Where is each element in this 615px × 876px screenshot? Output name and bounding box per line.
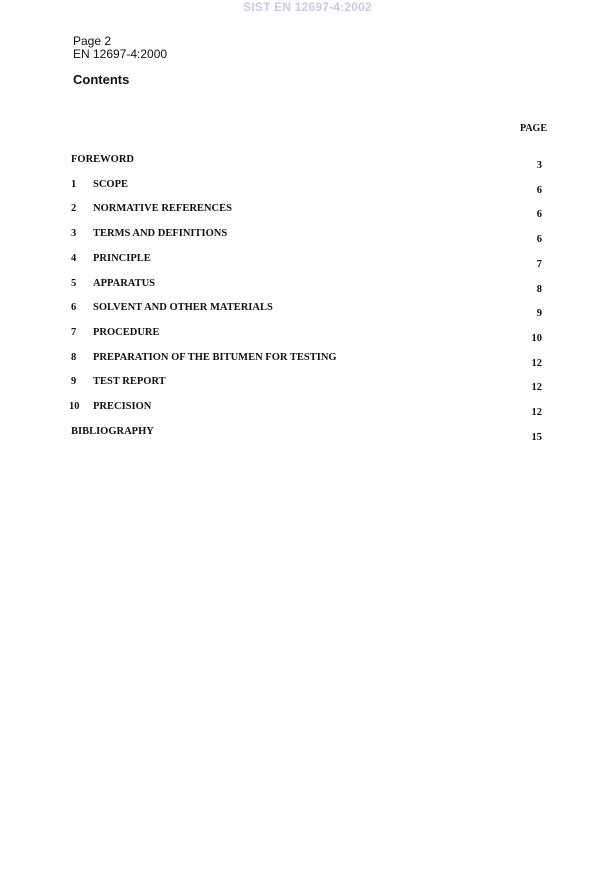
section-page: 6 — [536, 234, 542, 246]
toc-entry[interactable] — [0, 154, 615, 174]
page-column-label: PAGE — [519, 123, 547, 134]
section-number: 5 — [71, 277, 77, 289]
section-number: 10 — [69, 401, 80, 412]
section-title: PRINCIPLE — [93, 252, 151, 264]
toc-entry[interactable] — [0, 179, 615, 199]
section-page: 15 — [531, 431, 542, 443]
section-title: FOREWORD — [71, 154, 134, 165]
toc-entry[interactable] — [0, 302, 615, 322]
section-number: 7 — [71, 326, 77, 338]
section-page: 6 — [536, 209, 542, 221]
watermark: SIST EN 12697-4:2002 — [243, 0, 372, 14]
toc-entry[interactable] — [0, 253, 615, 273]
section-page: 6 — [536, 184, 542, 196]
toc-entry[interactable] — [0, 426, 615, 446]
section-title: SCOPE — [93, 178, 129, 190]
toc-entry[interactable] — [0, 278, 615, 298]
toc-entry[interactable] — [0, 376, 615, 396]
section-page: 12 — [531, 357, 542, 369]
section-title: PROCEDURE — [93, 326, 160, 338]
toc-entry[interactable] — [0, 352, 615, 372]
section-number: 1 — [71, 178, 77, 190]
section-number: 4 — [71, 252, 77, 264]
section-page: 3 — [536, 160, 542, 171]
section-page: 12 — [531, 382, 542, 394]
section-title: PRECISION — [93, 401, 152, 412]
section-title: BIBLIOGRAPHY — [71, 425, 154, 437]
page-number: Page 2 — [73, 34, 112, 48]
section-number: 3 — [71, 228, 77, 240]
section-title: APPARATUS — [93, 277, 156, 289]
section-title: TERMS AND DEFINITIONS — [93, 228, 228, 240]
section-page: 8 — [536, 283, 542, 295]
section-number: 2 — [71, 203, 77, 215]
section-title: SOLVENT AND OTHER MATERIALS — [93, 302, 273, 314]
section-page: 12 — [531, 407, 542, 418]
section-page: 9 — [536, 308, 542, 320]
section-number: 9 — [71, 376, 77, 388]
section-number: 8 — [71, 351, 77, 363]
toc-entry[interactable] — [0, 228, 615, 248]
section-page: 10 — [531, 332, 542, 344]
contents-title: Contents — [73, 72, 130, 87]
section-number: 6 — [71, 302, 77, 314]
section-title: TEST REPORT — [93, 376, 166, 388]
section-title: NORMATIVE REFERENCES — [93, 203, 232, 215]
section-page: 7 — [536, 258, 542, 270]
toc-entry[interactable] — [0, 401, 615, 421]
toc-entry[interactable] — [0, 327, 615, 347]
standard-id: EN 12697-4:2000 — [73, 47, 168, 61]
toc-entry[interactable] — [0, 203, 615, 223]
section-title: PREPARATION OF THE BITUMEN FOR TESTING — [93, 351, 337, 363]
